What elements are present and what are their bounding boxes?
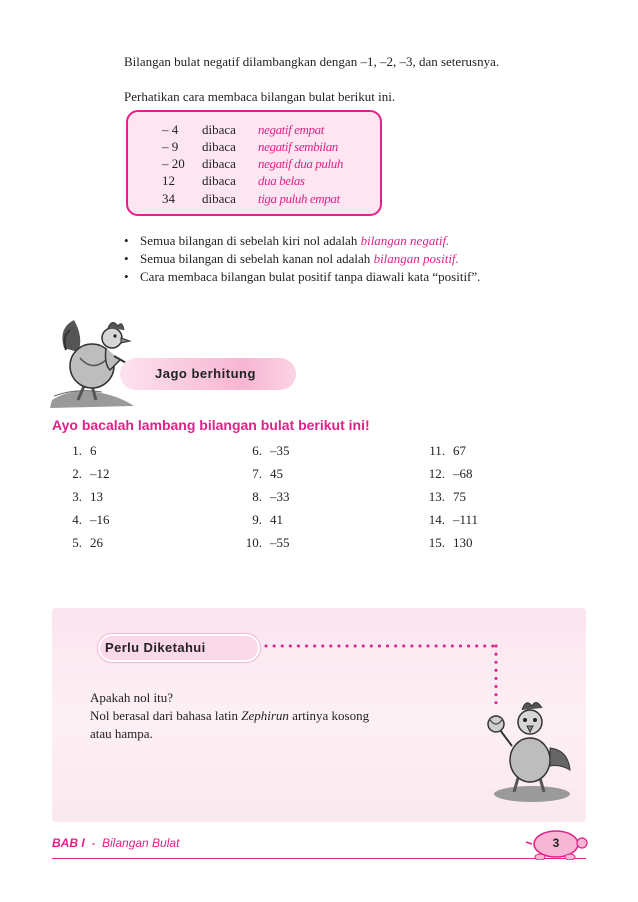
exercise-value: –68 xyxy=(453,466,473,481)
rooster-with-rattle-illustration xyxy=(484,690,580,806)
intro-line-1: Bilangan bulat negatif dilambangkan dengan –1, –2, –3, dan seterusnya. xyxy=(124,54,500,69)
footer-chapter-title: Bilangan Bulat xyxy=(102,836,180,850)
exercise-item xyxy=(428,489,466,505)
info-line-1: Apakah nol itu? xyxy=(90,690,174,705)
exercise-number: 7. xyxy=(252,466,262,481)
exercise-item xyxy=(72,512,110,528)
exercise-value: 6 xyxy=(90,443,97,458)
exercise-number: 5. xyxy=(72,535,82,550)
bullet-dot: • xyxy=(124,233,129,248)
exercise-value: 13 xyxy=(90,489,103,504)
bullet-emphasis: bilangan negatif. xyxy=(360,233,450,248)
footer-chapter xyxy=(52,836,179,850)
reading-verb: dibaca xyxy=(202,156,236,171)
exercise-number: 2. xyxy=(72,466,82,481)
exercise-value: 26 xyxy=(90,535,103,550)
reading-number: 12 xyxy=(162,173,175,188)
exercise-value: 45 xyxy=(270,466,283,481)
exercise-value: 75 xyxy=(453,489,466,504)
dotted-connector xyxy=(262,640,506,710)
exercise-item xyxy=(428,535,473,551)
reading-verb: dibaca xyxy=(202,173,236,188)
reading-word: negatif dua puluh xyxy=(258,156,343,171)
exercise-heading: Ayo bacalah lambang bilangan bulat berikut ini! xyxy=(52,417,370,433)
reading-word: negatif empat xyxy=(258,122,324,137)
info-line-2 xyxy=(90,708,369,724)
exercise-number: 1. xyxy=(72,443,82,458)
exercise-number: 10. xyxy=(245,535,262,550)
reading-verb: dibaca xyxy=(202,139,236,154)
reading-number: 34 xyxy=(162,191,175,206)
bullet-emphasis: bilangan positif. xyxy=(373,251,459,266)
bullet-dot: • xyxy=(124,251,129,266)
bullet-item xyxy=(124,251,459,267)
exercise-item xyxy=(429,443,466,459)
exercise-value: 67 xyxy=(453,443,466,458)
footer-separator: - xyxy=(91,836,96,850)
exercise-value: 130 xyxy=(453,535,473,550)
exercise-number: 15. xyxy=(428,535,445,550)
exercise-item xyxy=(72,489,103,505)
exercise-number: 11. xyxy=(429,443,445,458)
info-line-3: atau hampa. xyxy=(90,726,153,741)
exercise-value: 41 xyxy=(270,512,283,527)
bullet-text: Semua bilangan di sebelah kanan nol adalah xyxy=(140,251,374,266)
exercise-number: 14. xyxy=(428,512,445,527)
reading-number: – 9 xyxy=(162,139,179,154)
bullet-text: Cara membaca bilangan bulat positif tanpa diawali kata “positif”. xyxy=(140,269,481,284)
footer-chapter-number: BAB I xyxy=(52,836,85,850)
exercise-value: –33 xyxy=(270,489,290,504)
exercise-value: –55 xyxy=(270,535,290,550)
reading-word: dua belas xyxy=(258,173,305,188)
exercise-item xyxy=(252,489,290,505)
exercise-item xyxy=(252,466,283,482)
bullet-dot: • xyxy=(124,269,129,284)
reading-number: – 4 xyxy=(162,122,179,137)
reading-verb: dibaca xyxy=(202,122,236,137)
exercise-value: –111 xyxy=(453,512,479,527)
exercise-number: 4. xyxy=(72,512,82,527)
bullet-text: Semua bilangan di sebelah kiri nol adalah xyxy=(140,233,361,248)
exercise-number: 13. xyxy=(428,489,445,504)
exercise-value: –35 xyxy=(270,443,290,458)
exercise-number: 12. xyxy=(428,466,445,481)
exercise-item xyxy=(252,443,290,459)
info-text: Nol berasal dari bahasa latin xyxy=(90,708,242,723)
exercise-number: 9. xyxy=(252,512,262,527)
exercise-item xyxy=(72,443,97,459)
exercise-value: –12 xyxy=(90,466,110,481)
reading-word: negatif sembilan xyxy=(258,139,338,154)
exercise-item xyxy=(428,466,473,482)
reading-box xyxy=(126,110,382,216)
info-text: artinya kosong xyxy=(288,708,370,723)
reading-number: – 20 xyxy=(162,156,185,171)
exercise-item xyxy=(72,466,110,482)
intro-line-2: Perhatikan cara membaca bilangan bulat berikut ini. xyxy=(124,89,396,104)
exercise-number: 3. xyxy=(72,489,82,504)
exercise-item xyxy=(428,512,479,528)
exercise-value: –16 xyxy=(90,512,110,527)
exercise-item xyxy=(72,535,103,551)
exercise-item xyxy=(245,535,290,551)
exercise-item xyxy=(252,512,283,528)
footer-rule xyxy=(52,858,586,859)
page-number: 3 xyxy=(552,836,560,850)
bullet-item xyxy=(124,233,449,249)
reading-word: tiga puluh empat xyxy=(258,191,340,206)
exercise-number: 6. xyxy=(252,443,262,458)
reading-verb: dibaca xyxy=(202,191,236,206)
info-latin-word: Zephirun xyxy=(241,708,289,723)
perlu-diketahui-label: Perlu Diketahui xyxy=(105,640,206,655)
exercise-number: 8. xyxy=(252,489,262,504)
bullet-item xyxy=(124,269,480,285)
jago-berhitung-label: Jago berhitung xyxy=(155,366,256,381)
